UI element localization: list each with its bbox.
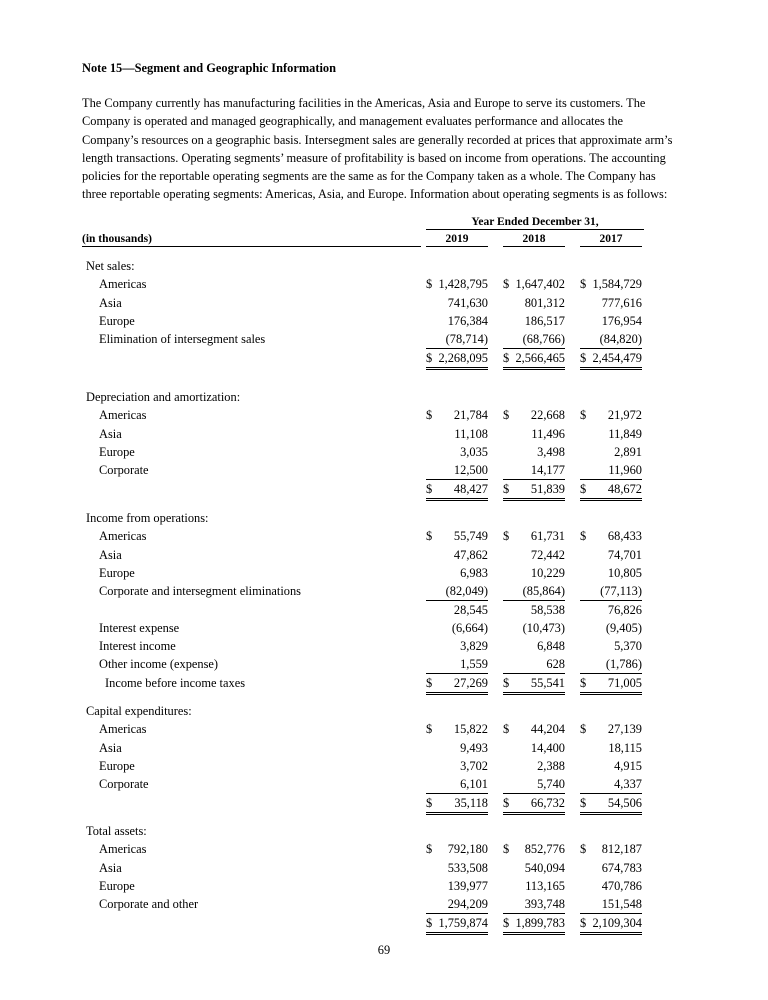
table-row — [0, 406, 768, 424]
table-row — [0, 895, 768, 913]
value-cell — [580, 739, 642, 757]
currency-symbol: $ — [580, 842, 587, 857]
table-row — [0, 546, 768, 564]
value-cell — [503, 674, 565, 695]
currency-symbol: $ — [580, 722, 587, 737]
cell-value: 9,493 — [460, 740, 488, 755]
value-cell — [580, 674, 642, 695]
cell-value: 1,559 — [460, 657, 488, 672]
cell-value: (6,664) — [451, 620, 488, 635]
table-row — [0, 330, 768, 348]
table-row — [0, 739, 768, 757]
cell-value: 35,118 — [454, 795, 488, 810]
section-heading — [0, 702, 768, 720]
currency-symbol: $ — [426, 408, 433, 423]
value-cell — [426, 480, 488, 501]
cell-value: 51,839 — [530, 481, 565, 496]
cell-value: 151,548 — [601, 897, 642, 912]
value-cell — [580, 480, 642, 501]
value-cell — [426, 294, 488, 312]
table-row — [0, 840, 768, 858]
cell-value: 28,545 — [453, 602, 488, 617]
unit-label: (in thousands) — [82, 233, 421, 247]
value-cell — [580, 859, 642, 877]
cell-value: 47,862 — [453, 547, 488, 562]
cell-value: 55,749 — [453, 529, 488, 544]
row-label: Corporate and intersegment eliminations — [99, 584, 301, 599]
value-cell — [426, 312, 488, 330]
row-label: Americas — [99, 842, 147, 857]
year-header: 2017 — [580, 233, 642, 247]
cell-value: 5,370 — [614, 639, 642, 654]
cell-value: (78,714) — [445, 332, 488, 347]
value-cell — [503, 619, 565, 637]
cell-value: 21,972 — [607, 408, 642, 423]
cell-value: 674,783 — [601, 860, 642, 875]
value-cell — [580, 527, 642, 545]
value-cell — [580, 406, 642, 424]
table-row — [0, 425, 768, 443]
table-row — [0, 275, 768, 293]
cell-value: 11,960 — [608, 463, 642, 478]
row-label: Americas — [99, 408, 147, 423]
cell-value: 801,312 — [524, 295, 565, 310]
value-cell — [580, 275, 642, 293]
cell-value: 176,954 — [601, 313, 642, 328]
row-label: Asia — [99, 860, 122, 875]
value-cell — [426, 674, 488, 695]
currency-symbol: $ — [503, 842, 510, 857]
currency-symbol: $ — [503, 795, 510, 810]
value-cell — [503, 877, 565, 895]
value-cell — [426, 895, 488, 914]
cell-value: 1,899,783 — [515, 915, 565, 930]
cell-value: 5,740 — [537, 777, 565, 792]
table-row — [0, 637, 768, 655]
row-label: Americas — [99, 529, 147, 544]
cell-value: 3,498 — [537, 444, 565, 459]
value-cell — [426, 527, 488, 545]
value-cell — [580, 794, 642, 815]
value-cell — [580, 655, 642, 674]
currency-symbol: $ — [580, 481, 587, 496]
row-label: Europe — [99, 313, 135, 328]
row-label: Income before income taxes — [105, 675, 246, 690]
currency-symbol: $ — [503, 529, 510, 544]
value-cell — [426, 775, 488, 794]
value-cell — [503, 425, 565, 443]
table-row — [0, 564, 768, 582]
table-total-row — [0, 794, 768, 812]
value-cell — [503, 461, 565, 480]
currency-symbol: $ — [580, 675, 587, 690]
cell-value: 61,731 — [530, 529, 565, 544]
cell-value: 2,454,479 — [592, 350, 642, 365]
value-cell — [426, 877, 488, 895]
row-label: Asia — [99, 295, 122, 310]
note-title: Note 15—Segment and Geographic Information — [82, 61, 336, 75]
value-cell — [503, 406, 565, 424]
value-cell — [503, 794, 565, 815]
value-cell — [426, 840, 488, 858]
value-cell — [503, 914, 565, 935]
cell-value: 48,427 — [453, 481, 488, 496]
cell-value: 2,566,465 — [515, 350, 565, 365]
table-row — [0, 757, 768, 775]
currency-symbol: $ — [426, 795, 433, 810]
value-cell — [580, 349, 642, 370]
table-row — [0, 461, 768, 479]
table-row — [0, 655, 768, 673]
section-heading — [0, 509, 768, 527]
currency-symbol: $ — [426, 350, 433, 365]
cell-value: 2,109,304 — [592, 915, 642, 930]
row-label: Asia — [99, 426, 122, 441]
table-row — [0, 443, 768, 461]
value-cell — [426, 859, 488, 877]
cell-value: 628 — [546, 657, 565, 672]
cell-value: 470,786 — [601, 878, 642, 893]
value-cell — [426, 637, 488, 655]
currency-symbol: $ — [503, 277, 510, 292]
cell-value: 18,115 — [608, 740, 642, 755]
section-heading — [0, 257, 768, 275]
cell-value: 58,538 — [530, 602, 565, 617]
value-cell — [503, 294, 565, 312]
value-cell — [426, 720, 488, 738]
currency-symbol: $ — [426, 481, 433, 496]
row-label: Corporate and other — [99, 897, 199, 912]
cell-value: 186,517 — [524, 313, 565, 328]
cell-value: 6,848 — [537, 639, 565, 654]
value-cell — [426, 619, 488, 637]
value-cell — [426, 582, 488, 601]
cell-value: 11,108 — [454, 426, 488, 441]
cell-value: 113,165 — [525, 878, 565, 893]
value-cell — [503, 840, 565, 858]
value-cell — [503, 739, 565, 757]
cell-value: 6,983 — [460, 565, 488, 580]
cell-value: 14,177 — [530, 463, 565, 478]
cell-value: 533,508 — [447, 860, 488, 875]
cell-value: (84,820) — [599, 332, 642, 347]
cell-value: (85,864) — [522, 584, 565, 599]
value-cell — [426, 275, 488, 293]
value-cell — [503, 349, 565, 370]
cell-value: 68,433 — [607, 529, 642, 544]
value-cell — [580, 757, 642, 775]
cell-value: 21,784 — [453, 408, 488, 423]
value-cell — [426, 425, 488, 443]
currency-symbol: $ — [426, 529, 433, 544]
value-cell — [503, 601, 565, 619]
value-cell — [426, 757, 488, 775]
cell-value: 176,384 — [447, 313, 488, 328]
cell-value: 294,209 — [447, 897, 488, 912]
cell-value: 10,805 — [607, 565, 642, 580]
value-cell — [503, 480, 565, 501]
cell-value: 4,915 — [614, 758, 642, 773]
cell-value: 48,672 — [607, 481, 642, 496]
section-heading-label: Depreciation and amortization: — [86, 390, 241, 404]
section-heading-label: Income from operations: — [86, 511, 209, 525]
section-heading — [0, 822, 768, 840]
cell-value: 139,977 — [447, 878, 488, 893]
section-heading — [0, 388, 768, 406]
value-cell — [503, 330, 565, 349]
value-cell — [580, 914, 642, 935]
currency-symbol: $ — [503, 481, 510, 496]
currency-symbol: $ — [426, 842, 433, 857]
cell-value: 3,829 — [460, 639, 488, 654]
cell-value: (82,049) — [445, 584, 488, 599]
row-label: Americas — [99, 722, 147, 737]
cell-value: 12,500 — [453, 463, 488, 478]
table-row — [0, 312, 768, 330]
currency-symbol: $ — [580, 350, 587, 365]
period-header: Year Ended December 31, — [426, 216, 644, 230]
year-header: 2018 — [503, 233, 565, 247]
row-label: Europe — [99, 444, 135, 459]
cell-value: (9,405) — [605, 620, 642, 635]
column-header-row — [82, 233, 646, 248]
cell-value: 852,776 — [524, 842, 565, 857]
row-label: Elimination of intersegment sales — [99, 332, 266, 347]
value-cell — [580, 461, 642, 480]
value-cell — [580, 564, 642, 582]
row-label: Asia — [99, 547, 122, 562]
cell-value: 6,101 — [460, 777, 488, 792]
cell-value: 14,400 — [530, 740, 565, 755]
currency-symbol: $ — [580, 529, 587, 544]
value-cell — [426, 914, 488, 935]
value-cell — [503, 443, 565, 461]
value-cell — [426, 443, 488, 461]
row-label: Europe — [99, 878, 135, 893]
cell-value: 15,822 — [453, 722, 488, 737]
year-header: 2019 — [426, 233, 488, 247]
value-cell — [503, 720, 565, 738]
value-cell — [426, 601, 488, 619]
table-total-row — [0, 601, 768, 619]
cell-value: 393,748 — [524, 897, 565, 912]
value-cell — [580, 294, 642, 312]
cell-value: 1,647,402 — [515, 277, 565, 292]
cell-value: 3,035 — [460, 444, 488, 459]
currency-symbol: $ — [503, 722, 510, 737]
cell-value: 11,849 — [608, 426, 642, 441]
currency-symbol: $ — [580, 408, 587, 423]
table-row — [0, 877, 768, 895]
value-cell — [426, 546, 488, 564]
value-cell — [503, 859, 565, 877]
cell-value: 792,180 — [447, 842, 488, 857]
row-label: Other income (expense) — [99, 657, 219, 672]
value-cell — [580, 443, 642, 461]
table-row — [0, 775, 768, 793]
cell-value: 4,337 — [614, 777, 642, 792]
currency-symbol: $ — [426, 915, 433, 930]
cell-value: 27,139 — [607, 722, 642, 737]
table-row — [0, 619, 768, 637]
cell-value: 2,268,095 — [438, 350, 488, 365]
value-cell — [580, 601, 642, 619]
currency-symbol: $ — [426, 722, 433, 737]
currency-symbol: $ — [426, 277, 433, 292]
table-total-row — [0, 349, 768, 367]
value-cell — [580, 775, 642, 794]
value-cell — [503, 275, 565, 293]
value-cell — [580, 582, 642, 601]
value-cell — [580, 840, 642, 858]
cell-value: 2,891 — [614, 444, 642, 459]
value-cell — [426, 461, 488, 480]
value-cell — [580, 877, 642, 895]
value-cell — [426, 794, 488, 815]
currency-symbol: $ — [503, 675, 510, 690]
value-cell — [426, 406, 488, 424]
table-row — [0, 674, 768, 692]
row-label: Americas — [99, 277, 147, 292]
cell-value: (77,113) — [600, 584, 642, 599]
value-cell — [580, 312, 642, 330]
cell-value: 10,229 — [530, 565, 565, 580]
section-heading-label: Capital expenditures: — [86, 704, 192, 718]
currency-symbol: $ — [503, 408, 510, 423]
table-row — [0, 527, 768, 545]
cell-value: 74,701 — [607, 547, 642, 562]
value-cell — [426, 349, 488, 370]
cell-value: 11,496 — [531, 426, 565, 441]
cell-value: 540,094 — [524, 860, 565, 875]
value-cell — [503, 655, 565, 674]
table-row — [0, 859, 768, 877]
value-cell — [580, 330, 642, 349]
row-label: Corporate — [99, 463, 149, 478]
cell-value: 44,204 — [530, 722, 565, 737]
table-row — [0, 720, 768, 738]
currency-symbol: $ — [580, 795, 587, 810]
row-label: Europe — [99, 565, 135, 580]
cell-value: 777,616 — [601, 295, 642, 310]
cell-value: 741,630 — [447, 295, 488, 310]
cell-value: 2,388 — [537, 758, 565, 773]
cell-value: 66,732 — [530, 795, 565, 810]
row-label: Europe — [99, 758, 135, 773]
table-row — [0, 294, 768, 312]
value-cell — [580, 425, 642, 443]
value-cell — [426, 330, 488, 349]
table-total-row — [0, 480, 768, 498]
value-cell — [503, 312, 565, 330]
cell-value: 1,584,729 — [592, 277, 642, 292]
cell-value: 71,005 — [607, 675, 642, 690]
value-cell — [426, 739, 488, 757]
cell-value: 812,187 — [601, 842, 642, 857]
cell-value: 55,541 — [530, 675, 565, 690]
value-cell — [426, 655, 488, 674]
table-total-row — [0, 914, 768, 932]
value-cell — [580, 895, 642, 914]
currency-symbol: $ — [580, 277, 587, 292]
value-cell — [503, 564, 565, 582]
cell-value: 72,442 — [530, 547, 565, 562]
cell-value: (1,786) — [605, 657, 642, 672]
value-cell — [580, 546, 642, 564]
cell-value: 1,428,795 — [438, 277, 488, 292]
row-label: Corporate — [99, 777, 149, 792]
value-cell — [503, 895, 565, 914]
row-label: Interest income — [99, 639, 176, 654]
currency-symbol: $ — [503, 350, 510, 365]
value-cell — [503, 637, 565, 655]
cell-value: (68,766) — [522, 332, 565, 347]
value-cell — [580, 637, 642, 655]
section-heading-label: Net sales: — [86, 259, 135, 273]
value-cell — [503, 775, 565, 794]
section-heading-label: Total assets: — [86, 824, 147, 838]
currency-symbol: $ — [503, 915, 510, 930]
currency-symbol: $ — [426, 675, 433, 690]
value-cell — [503, 546, 565, 564]
value-cell — [503, 757, 565, 775]
table-row — [0, 582, 768, 600]
cell-value: 54,506 — [607, 795, 642, 810]
value-cell — [426, 564, 488, 582]
page-number: 69 — [377, 943, 391, 957]
value-cell — [503, 527, 565, 545]
cell-value: 22,668 — [530, 408, 565, 423]
currency-symbol: $ — [580, 915, 587, 930]
intro-paragraph: The Company currently has manufacturing facilities in the Americas, Asia and Europe to serve its customers. The Company is operated and managed geographically, and management evaluates performance and allocates the Company’s resources on a geographic basis. Intersegment sales are generally recorded at prices that approximate arm’s length transactions. Operating segments’ measure of profitability is based on income from operations. The accounting policies for the reportable operating segments are the same as for the Company taken as a whole. The Company has three reportable operating segments: Americas, Asia, and Europe. Information about operating segments is as follows: — [82, 96, 673, 202]
value-cell — [580, 619, 642, 637]
cell-value: 3,702 — [460, 758, 488, 773]
cell-value: 1,759,874 — [438, 915, 488, 930]
value-cell — [580, 720, 642, 738]
value-cell — [503, 582, 565, 601]
cell-value: 76,826 — [607, 602, 642, 617]
cell-value: 27,269 — [453, 675, 488, 690]
row-label: Asia — [99, 740, 122, 755]
row-label: Interest expense — [99, 620, 180, 635]
cell-value: (10,473) — [522, 620, 565, 635]
